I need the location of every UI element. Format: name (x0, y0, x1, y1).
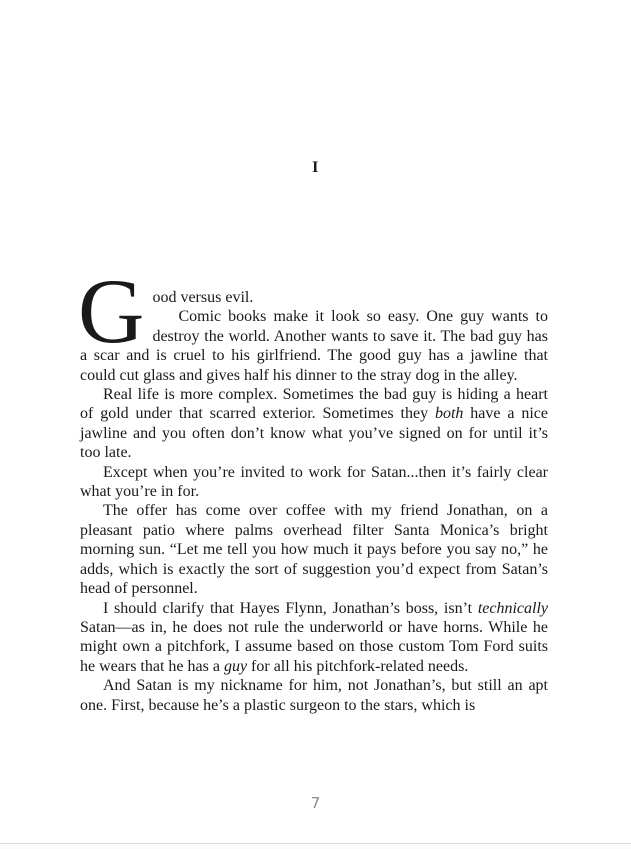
text-run: I should clarify that Hayes Flynn, Jonathan’s boss, isn’t (103, 599, 478, 617)
italic-text-run: guy (223, 657, 248, 675)
italic-text-run: both (434, 405, 464, 423)
page-edge-divider (0, 843, 631, 849)
chapter-number: I (312, 159, 319, 176)
text-run: for all his pitchfork-related needs. (247, 657, 469, 675)
text-run: The offer has come over coffee with my friend Jonathan, on a pleasant patio where palms overhead filter Santa Monica’s bright morning sun. “Let me tell you how much it pays before you say no,” he adds, which is exactly the sort of suggestion you’d expect from Satan’s head of personnel. (80, 502, 548, 598)
text-block (78, 260, 549, 715)
paragraph (80, 599, 548, 677)
text-run: And Satan is my nickname for him, not Jonathan’s, but still an apt one. First, because he’s a plastic surgeon to the stars, which is (80, 677, 548, 714)
paragraph (80, 501, 548, 598)
text-run: Except when you’re invited to work for Satan...then it’s fairly clear what you’re in for. (80, 463, 548, 501)
page-number: 7 (310, 794, 321, 812)
text-run: Satan—as in, he does not rule the underworld or have horns. While he might own a pitchfork, I assume based on those custom Tom Ford suits he wears that he has a (80, 618, 548, 675)
paragraph (80, 463, 548, 502)
paragraph (80, 676, 548, 715)
paragraph (80, 385, 548, 463)
drop-cap-letter: G (78, 260, 145, 362)
italic-text-run: technically (477, 599, 548, 617)
paragraphs (78, 260, 549, 715)
text-run: Real life is more complex. Sometimes the bad guy is hiding a heart of gold under that scarred exterior. Sometimes they (80, 386, 548, 423)
text-run: have a nice jawline and you often don’t know what you’ve signed on for until it’s too late. (80, 405, 549, 462)
text-run: Comic books make it look so easy. One guy wants to destroy the world. Another wants to save it. The bad guy has a scar and is cruel to his girlfriend. The good guy has a jawline that could cut glass and gives half his dinner to the stray dog in the alley. (80, 308, 548, 384)
text-run: ood versus evil. (152, 289, 254, 306)
paragraph (80, 307, 548, 385)
